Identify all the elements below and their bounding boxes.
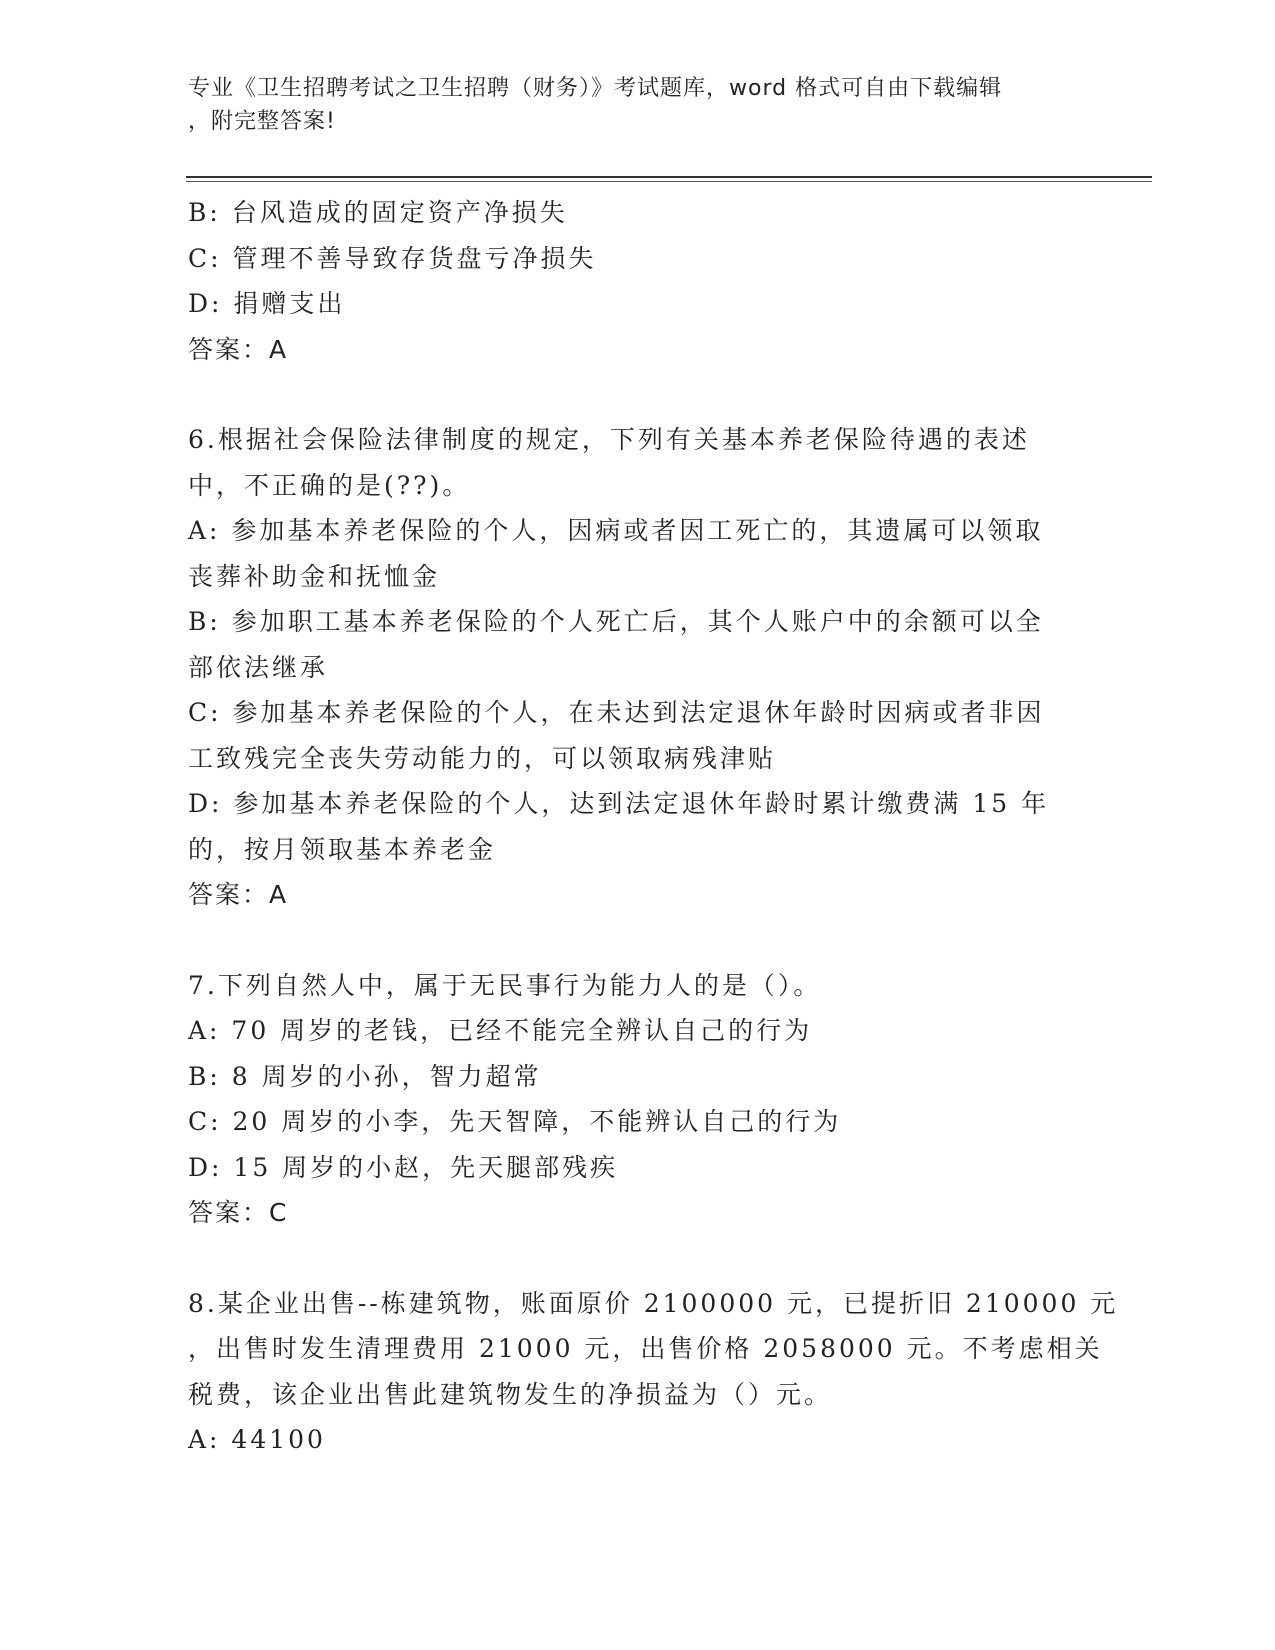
option-a: A: 44100 (188, 1425, 326, 1454)
header-rule-thick (186, 176, 1152, 178)
option-a: A: 70 周岁的老钱，已经不能完全辨认自己的行为 (188, 1016, 813, 1045)
option-c: C: 20 周岁的小李，先天智障，不能辨认自己的行为 (188, 1107, 842, 1136)
question-stem-continued: 税费，该企业出售此建筑物发生的净损益为（）元。 (188, 1379, 833, 1409)
question-stem: 6.根据社会保险法律制度的规定，下列有关基本养老保险待遇的表述 (188, 425, 1030, 454)
option-b: B: 8 周岁的小孙，智力超常 (188, 1061, 542, 1091)
option-b: B: 参加职工基本养老保险的个人死亡后，其个人账户中的余额可以全 (188, 607, 1044, 636)
option-a-continued: 丧葬补助金和抚恤金 (188, 561, 441, 591)
answer-line: 答案：C (188, 1198, 289, 1227)
option-d: D: 15 周岁的小赵，先天腿部残疾 (188, 1152, 619, 1182)
question-7 (188, 963, 1088, 1236)
question-stem-continued: 中，不正确的是(??)。 (188, 470, 471, 500)
option-d: D: 捐赠支出 (188, 289, 346, 318)
spacer (188, 372, 1088, 417)
question-5-remainder (188, 190, 1088, 372)
option-b-continued: 部依法继承 (188, 652, 329, 682)
option-c: C: 管理不善导致存货盘亏净损失 (188, 243, 597, 273)
question-6 (188, 417, 1088, 918)
option-d-continued: 的，按月领取基本养老金 (188, 834, 497, 864)
header-rule-thin (186, 181, 1152, 182)
question-content (188, 190, 1119, 1463)
page-header (188, 72, 1068, 138)
question-stem-continued: ，出售时发生清理费用 21000 元，出售价格 2058000 元。不考虑相关 (188, 1334, 1103, 1363)
option-c: C: 参加基本养老保险的个人，在未达到法定退休年龄时因病或者非因 (188, 698, 1045, 727)
option-d: D: 参加基本养老保险的个人，达到法定退休年龄时累计缴费满 15 年 (188, 789, 1050, 818)
option-b: B: 台风造成的固定资产净损失 (188, 198, 568, 227)
header-line-2: ，附完整答案! (188, 109, 336, 134)
spacer (188, 1236, 1088, 1281)
question-8 (188, 1281, 1119, 1463)
answer-line: 答案：A (188, 880, 289, 909)
spacer (188, 918, 1088, 963)
question-stem: 7.下列自然人中，属于无民事行为能力人的是（）。 (188, 970, 822, 1000)
option-c-continued: 工致残完全丧失劳动能力的，可以领取病残津贴 (188, 743, 777, 773)
header-line-1: 专业《卫生招聘考试之卫生招聘（财务）》考试题库，word 格式可自由下载编辑 (188, 76, 1003, 101)
option-a: A: 参加基本养老保险的个人，因病或者因工死亡的，其遗属可以领取 (188, 516, 1044, 545)
answer-line: 答案：A (188, 334, 289, 364)
question-stem: 8.某企业出售--栋建筑物，账面原价 2100000 元，已提折旧 210000 元 (188, 1288, 1119, 1318)
